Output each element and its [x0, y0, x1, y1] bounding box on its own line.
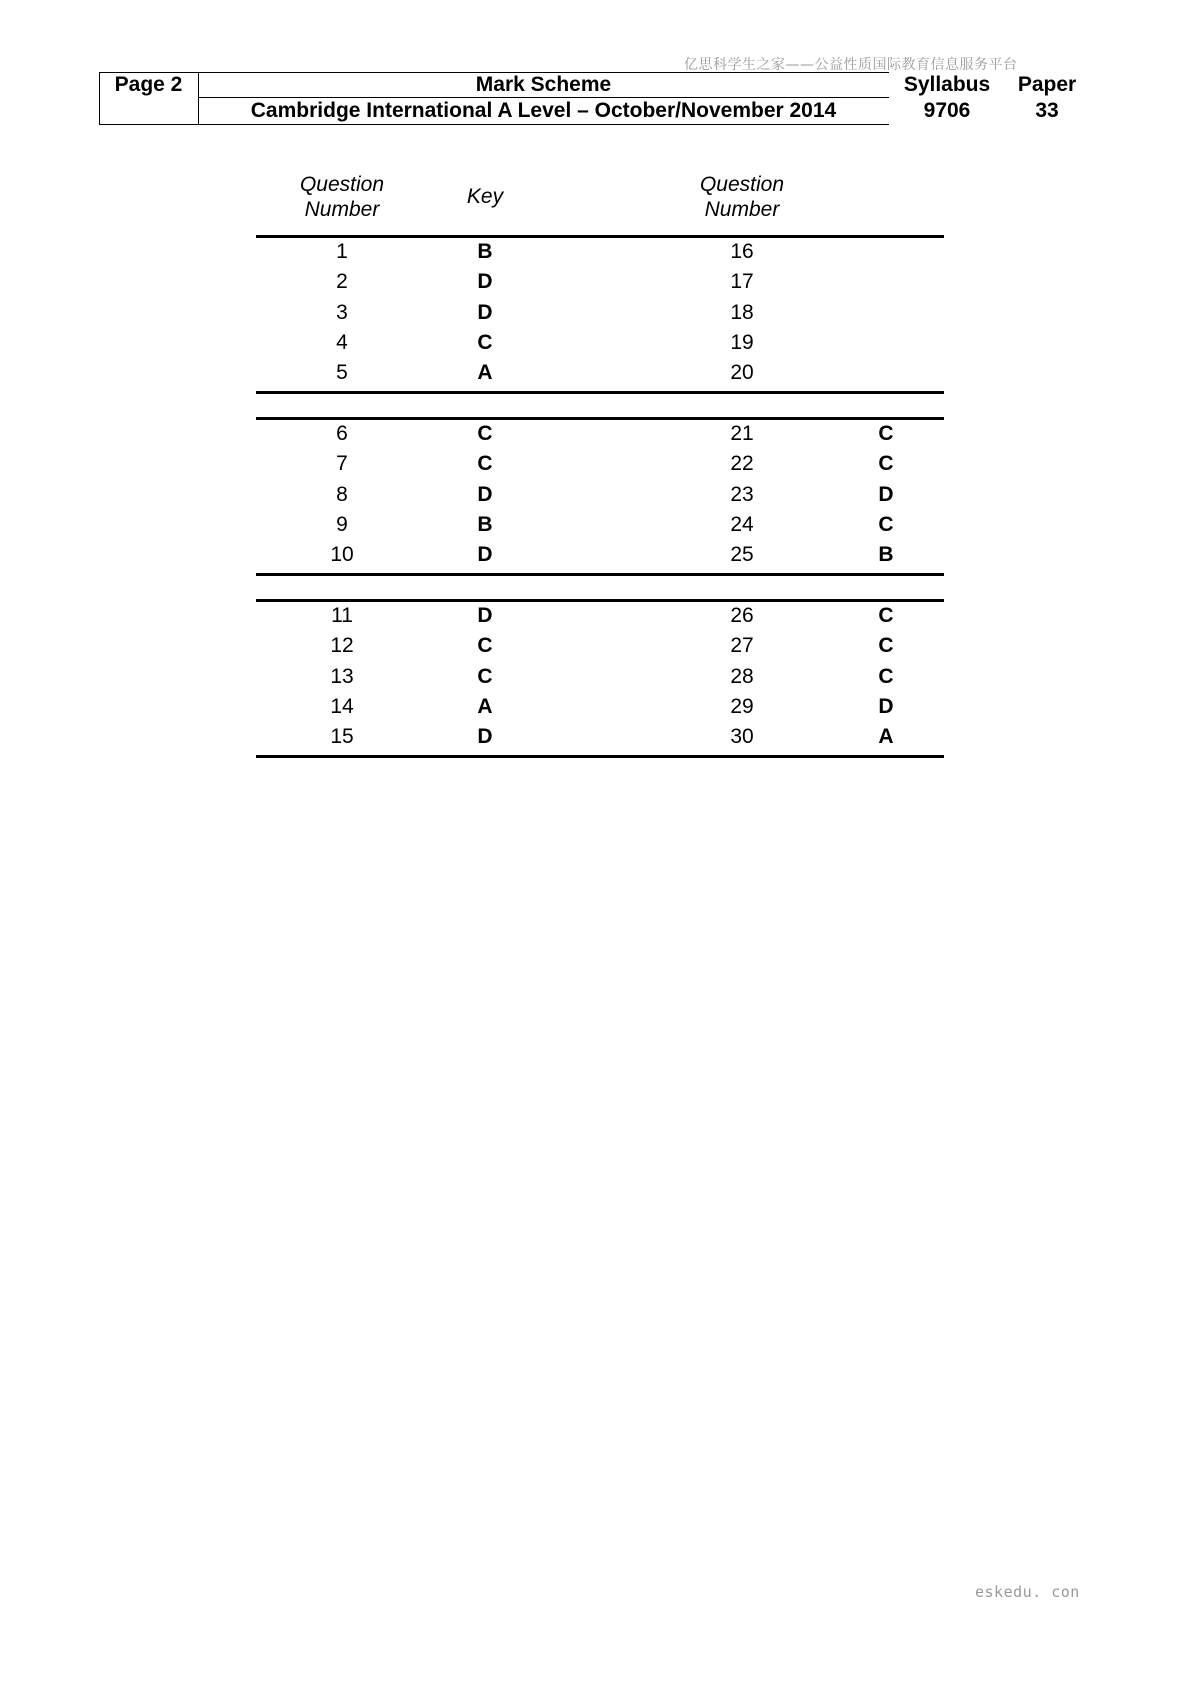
question-number-cell: 28	[730, 664, 754, 688]
answer-key-table	[256, 160, 944, 760]
table-row	[256, 419, 944, 449]
header-mid-border	[198, 97, 889, 98]
question-number-cell: 9	[336, 512, 348, 536]
column-header-question-number	[256, 172, 428, 222]
answer-key-cell: C	[878, 664, 894, 688]
column-header-line: Number	[304, 198, 380, 221]
question-number-cell: 23	[730, 482, 754, 506]
syllabus-value: 9706	[923, 99, 971, 122]
question-number-cell: 11	[331, 604, 353, 627]
answer-key-cell: C	[878, 422, 894, 445]
answer-key-cell: D	[477, 482, 493, 506]
watermark-bottom: eskedu. con	[975, 1583, 1080, 1601]
question-number-cell: 4	[336, 330, 348, 354]
paper-label: Paper	[1017, 73, 1077, 96]
answer-key-cell: D	[477, 604, 493, 627]
page-title: Mark Scheme	[475, 73, 612, 96]
table-row	[256, 449, 944, 479]
question-number-cell: 20	[730, 361, 754, 385]
answer-key-cell: C	[878, 452, 894, 476]
group-bottom-rule	[256, 391, 944, 394]
question-number-cell: 12	[330, 634, 354, 658]
question-number-cell: 10	[330, 543, 354, 567]
question-number-cell: 24	[730, 512, 754, 536]
column-header-line: Question	[699, 173, 785, 196]
table-row	[256, 237, 944, 267]
exam-session: Cambridge International A Level – October/November 2014	[250, 99, 837, 122]
document-header	[99, 72, 1089, 126]
question-number-cell: 1	[336, 240, 348, 263]
answer-key-cell: D	[477, 270, 493, 294]
table-row	[256, 358, 944, 388]
answer-key-cell: C	[878, 512, 894, 536]
question-number-cell: 16	[730, 240, 754, 263]
question-number-cell: 30	[730, 725, 754, 749]
answer-key-cell: C	[477, 452, 493, 476]
question-number-cell: 5	[336, 361, 348, 385]
question-number-cell: 26	[730, 604, 754, 627]
table-row	[256, 540, 944, 570]
watermark-top: 亿思科学生之家——公益性质国际教育信息服务平台	[684, 57, 1018, 73]
answer-key-cell: C	[878, 634, 894, 658]
answer-key-cell: B	[477, 512, 493, 536]
table-row	[256, 328, 944, 358]
question-number-cell: 29	[730, 694, 754, 718]
answer-key-cell: D	[878, 694, 894, 718]
answer-key-cell: B	[878, 543, 894, 567]
column-header-question-number-2	[656, 172, 828, 222]
question-number-cell: 19	[730, 330, 754, 354]
answer-key-cell: A	[878, 725, 894, 749]
answer-key-cell: D	[477, 300, 493, 324]
answer-key-cell: C	[477, 422, 493, 445]
question-number-cell: 27	[730, 634, 754, 658]
question-number-cell: 17	[730, 270, 754, 294]
answer-key-cell: C	[477, 634, 493, 658]
answer-key-cell: D	[477, 543, 493, 567]
table-row	[256, 692, 944, 722]
column-header-key: Key	[466, 185, 504, 208]
table-row	[256, 480, 944, 510]
table-row	[256, 510, 944, 540]
question-number-cell: 18	[730, 300, 754, 324]
column-header-line: Number	[704, 198, 780, 221]
question-number-cell: 14	[330, 694, 354, 718]
answer-key-cell: D	[878, 482, 894, 506]
table-row	[256, 267, 944, 297]
question-number-cell: 6	[336, 422, 348, 445]
group-bottom-rule	[256, 573, 944, 576]
group-bottom-rule	[256, 755, 944, 758]
question-number-cell: 8	[336, 482, 348, 506]
syllabus-label: Syllabus	[903, 73, 991, 96]
answer-key-cell: B	[477, 240, 493, 263]
question-number-cell: 21	[730, 422, 754, 445]
answer-key-cell: D	[477, 725, 493, 749]
paper-value: 33	[1035, 99, 1059, 122]
answer-key-cell: C	[477, 664, 493, 688]
table-row	[256, 298, 944, 328]
table-row	[256, 601, 944, 631]
question-number-cell: 22	[730, 452, 754, 476]
question-number-cell: 13	[330, 664, 354, 688]
answer-key-cell: A	[477, 694, 493, 718]
answer-key-cell: C	[477, 330, 493, 354]
question-number-cell: 2	[336, 270, 348, 294]
question-number-cell: 7	[336, 452, 348, 476]
column-header-line: Question	[299, 173, 385, 196]
question-number-cell: 15	[330, 725, 354, 749]
answer-key-cell: C	[878, 604, 894, 627]
table-row	[256, 722, 944, 752]
header-bottom-border	[99, 124, 889, 125]
question-number-cell: 25	[730, 543, 754, 567]
table-row	[256, 631, 944, 661]
table-row	[256, 662, 944, 692]
page-number: Page 2	[114, 73, 183, 96]
answer-key-cell: A	[477, 361, 493, 385]
question-number-cell: 3	[336, 300, 348, 324]
